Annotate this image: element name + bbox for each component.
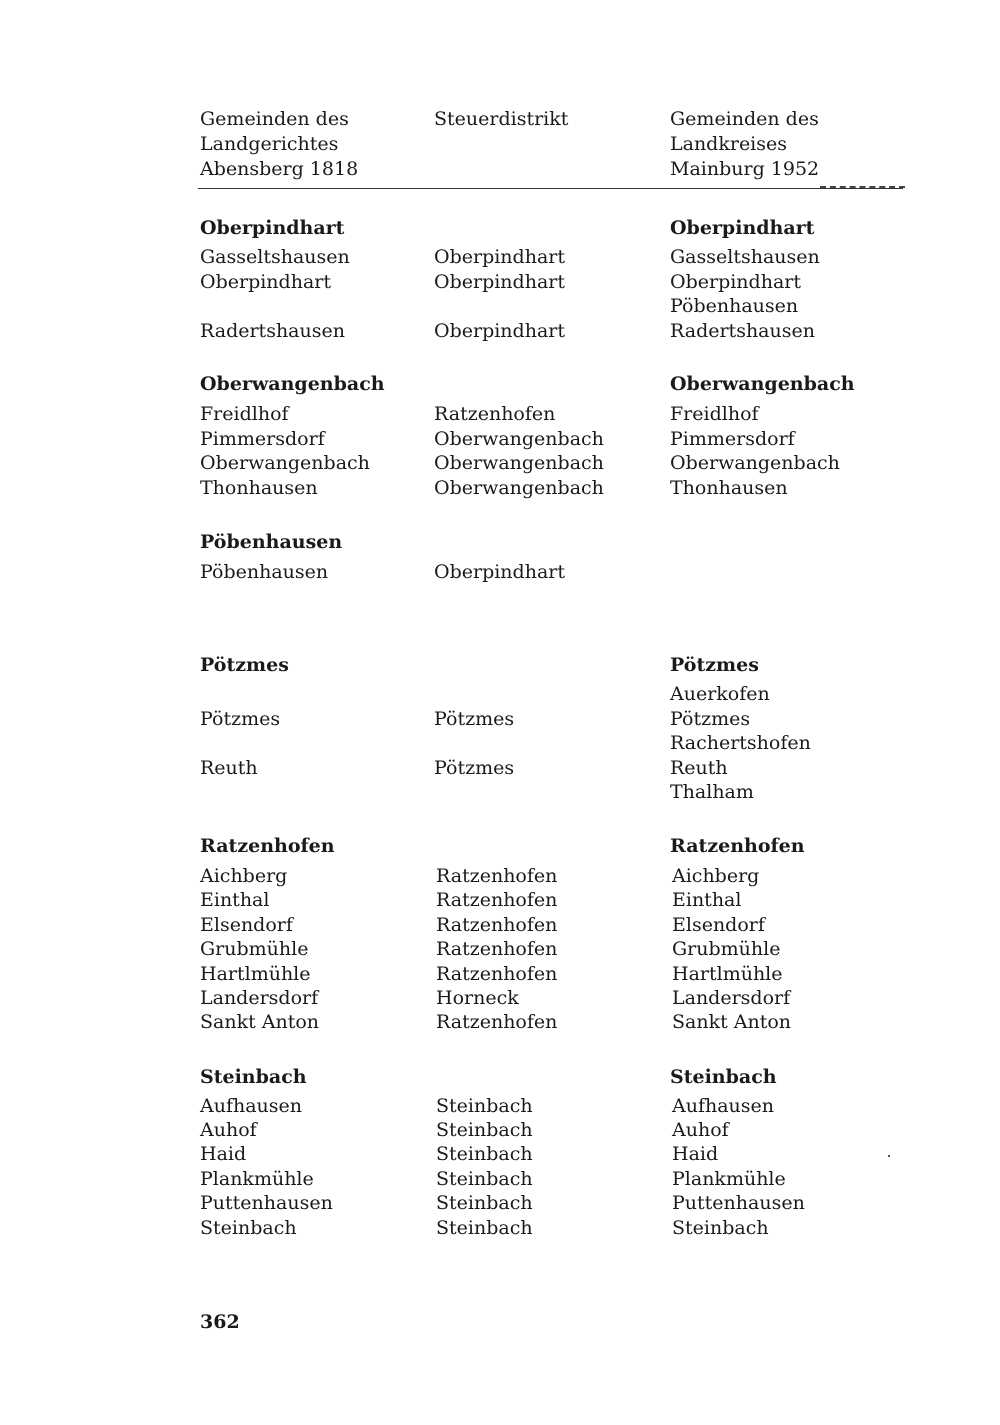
cell-c2: Oberpindhart — [434, 561, 565, 583]
header-rule — [198, 188, 903, 189]
cell-c1: Freidlhof — [200, 403, 289, 425]
cell-c1: Pimmersdorf — [200, 428, 325, 450]
cell-c3: Thalham — [670, 781, 754, 803]
page-number: 362 — [200, 1311, 240, 1333]
cell-c3: Grubmühle — [672, 938, 781, 960]
cell-c2: Ratzenhofen — [436, 938, 558, 960]
section-heading-1818: Pötzmes — [200, 654, 289, 676]
cell-c2: Ratzenhofen — [436, 1011, 558, 1033]
cell-c1: Steinbach — [200, 1217, 297, 1239]
cell-c1: Aufhausen — [200, 1095, 303, 1117]
section-heading-1818: Ratzenhofen — [200, 835, 335, 857]
section-heading-1818: Steinbach — [200, 1066, 307, 1088]
cell-c3: Freidlhof — [670, 403, 759, 425]
cell-c3: Landersdorf — [672, 987, 791, 1009]
cell-c1: Hartlmühle — [200, 963, 311, 985]
cell-c1: Auhof — [200, 1119, 257, 1141]
cell-c3: Pöbenhausen — [670, 295, 799, 317]
header-rule-tail — [820, 186, 905, 188]
header-col3-line: Mainburg 1952 — [670, 158, 820, 180]
cell-c2: Ratzenhofen — [436, 914, 558, 936]
cell-c3: Aufhausen — [672, 1095, 775, 1117]
cell-c1: Plankmühle — [200, 1168, 314, 1190]
header-col2-line: Steuerdistrikt — [434, 108, 569, 130]
cell-c2: Ratzenhofen — [436, 865, 558, 887]
cell-c3: Aichberg — [672, 865, 760, 887]
cell-c1: Oberwangenbach — [200, 452, 370, 474]
cell-c3: Radertshausen — [670, 320, 815, 342]
cell-c1: Thonhausen — [200, 477, 318, 499]
cell-c2: Oberwangenbach — [434, 452, 604, 474]
cell-c3: Oberwangenbach — [670, 452, 840, 474]
section-heading-1818: Oberpindhart — [200, 217, 345, 239]
cell-c3: Einthal — [672, 889, 742, 911]
section-heading-1818: Oberwangenbach — [200, 373, 385, 395]
cell-c2: Oberwangenbach — [434, 477, 604, 499]
cell-c2: Oberwangenbach — [434, 428, 604, 450]
cell-c2: Ratzenhofen — [436, 889, 558, 911]
cell-c1: Sankt Anton — [200, 1011, 320, 1033]
cell-c1: Pötzmes — [200, 708, 281, 730]
cell-c1: Haid — [200, 1143, 247, 1165]
cell-c1: Pöbenhausen — [200, 561, 329, 583]
cell-c3: Puttenhausen — [672, 1192, 805, 1214]
cell-c3: Pimmersdorf — [670, 428, 795, 450]
cell-c1: Landersdorf — [200, 987, 319, 1009]
cell-c2: Steinbach — [436, 1217, 533, 1239]
header-col1-line: Gemeinden des — [200, 108, 349, 130]
cell-c3: Oberpindhart — [670, 271, 801, 293]
cell-c2: Pötzmes — [434, 757, 515, 779]
cell-c3: Plankmühle — [672, 1168, 786, 1190]
cell-c3: Haid — [672, 1143, 719, 1165]
section-heading-1818: Pöbenhausen — [200, 531, 343, 553]
cell-c2: Steinbach — [436, 1192, 533, 1214]
header-col1-line: Abensberg 1818 — [200, 158, 359, 180]
cell-c2: Ratzenhofen — [434, 403, 556, 425]
cell-c3: Rachertshofen — [670, 732, 811, 754]
section-heading-1952: Ratzenhofen — [670, 835, 805, 857]
cell-c3: Pötzmes — [670, 708, 751, 730]
cell-c3: Hartlmühle — [672, 963, 783, 985]
cell-c3: Thonhausen — [670, 477, 788, 499]
cell-c3: Auhof — [672, 1119, 729, 1141]
cell-c2: Steinbach — [436, 1143, 533, 1165]
cell-c1: Puttenhausen — [200, 1192, 333, 1214]
header-col1-line: Landgerichtes — [200, 133, 339, 155]
cell-c1: Oberpindhart — [200, 271, 331, 293]
header-col3-line: Landkreises — [670, 133, 788, 155]
cell-c2: Oberpindhart — [434, 271, 565, 293]
section-heading-1952: Pötzmes — [670, 654, 759, 676]
cell-c3: Gasseltshausen — [670, 246, 820, 268]
header-col3-line: Gemeinden des — [670, 108, 819, 130]
section-heading-1952: Oberpindhart — [670, 217, 815, 239]
cell-c2: Oberpindhart — [434, 320, 565, 342]
cell-c3: Elsendorf — [672, 914, 765, 936]
cell-c1: Aichberg — [200, 865, 288, 887]
cell-c1: Grubmühle — [200, 938, 309, 960]
cell-c2: Oberpindhart — [434, 246, 565, 268]
cell-c3: Reuth — [670, 757, 728, 779]
cell-c1: Einthal — [200, 889, 270, 911]
cell-c2: Pötzmes — [434, 708, 515, 730]
cell-c2: Ratzenhofen — [436, 963, 558, 985]
cell-c3: Auerkofen — [670, 683, 770, 705]
cell-c1: Reuth — [200, 757, 258, 779]
section-heading-1952: Steinbach — [670, 1066, 777, 1088]
cell-c1: Elsendorf — [200, 914, 293, 936]
print-speck — [888, 1155, 890, 1157]
section-heading-1952: Oberwangenbach — [670, 373, 855, 395]
cell-c3: Sankt Anton — [672, 1011, 792, 1033]
cell-c2: Horneck — [436, 987, 519, 1009]
cell-c1: Gasseltshausen — [200, 246, 350, 268]
cell-c2: Steinbach — [436, 1095, 533, 1117]
cell-c2: Steinbach — [436, 1168, 533, 1190]
cell-c3: Steinbach — [672, 1217, 769, 1239]
cell-c2: Steinbach — [436, 1119, 533, 1141]
cell-c1: Radertshausen — [200, 320, 345, 342]
